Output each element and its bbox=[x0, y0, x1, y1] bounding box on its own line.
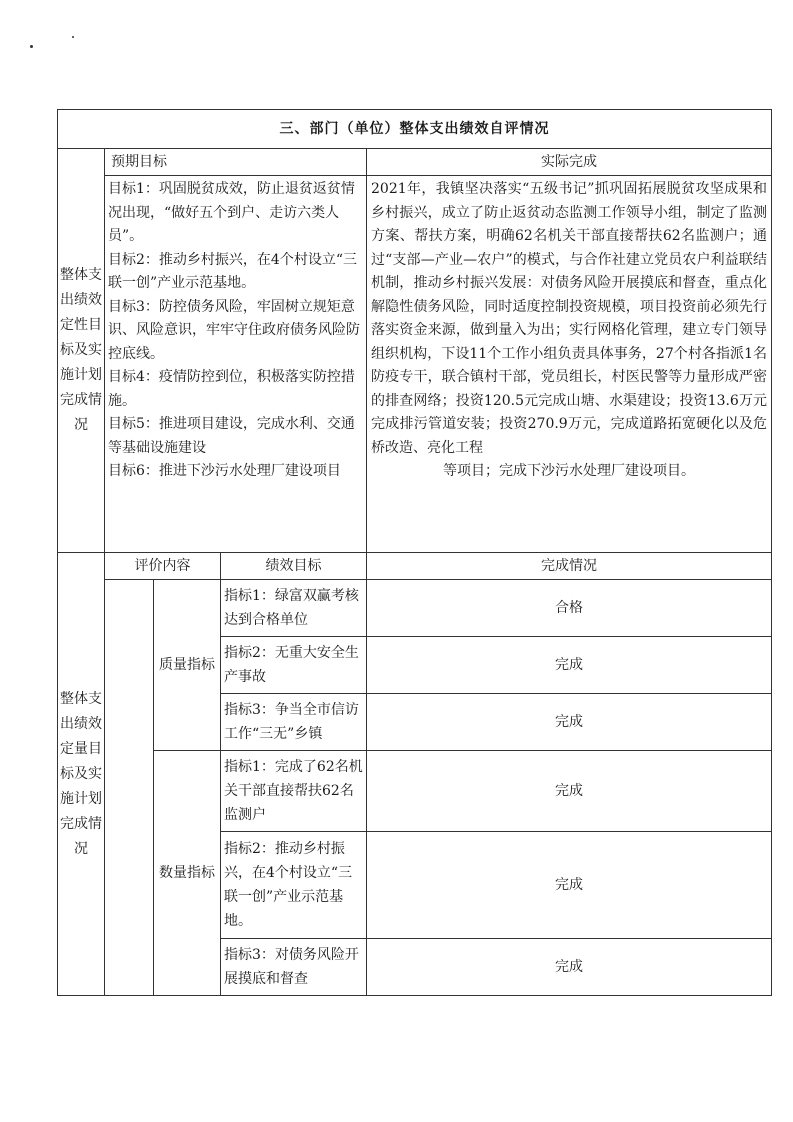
expected-goals-list bbox=[105, 176, 367, 553]
quality-indicator-3-status: 完成 bbox=[367, 694, 772, 751]
actual-completion-last-line: 等项目；完成下沙污水处理厂建设项目。 bbox=[443, 463, 696, 479]
quantity-indicator-1-status: 完成 bbox=[367, 751, 772, 832]
performance-table bbox=[57, 109, 772, 996]
eval-category-blank bbox=[105, 580, 154, 996]
quantity-indicator-3: 指标3：对债务风险开展摸底和督查 bbox=[221, 939, 367, 996]
actual-completion-body: 2021年，我镇坚决落实“五级书记”抓巩固拓展脱贫攻坚成果和乡村振兴，成立了防止返贫动态监测工作领导小组，制定了监测方案、帮扶方案，明确62名机关干部直接帮扶62名监测户；通过“支部—产业—农户”的模式，与合作社建立党员农户利益联结机制，推动乡村振兴发展：对债务风险开展摸底和督查，重点化解隐性债务风险，同时适度控制投资规模，项目投资前必须先行落实资金来源，做到量入为出；实行网格化管理，建立专门领导组织机构，下设11个工作小组负责具体事务，27个村各指派1名防疫专干，联合镇村干部，党员组长，村医民警等力量形成严密的排查网络；投资120.5元完成山塘、水渠建设；投资13.6万元完成排污管道安装；投资270.9万元，完成道路拓宽硬化以及危桥改造、亮化工程 bbox=[371, 181, 768, 456]
quality-indicator-3: 指标3：争当全市信访工作“三无”乡镇 bbox=[221, 694, 367, 751]
scan-speck bbox=[30, 45, 33, 48]
goal-item: 目标4：疫情防控到位，积极落实防控措施。 bbox=[108, 369, 355, 409]
actual-completion-text bbox=[367, 176, 772, 553]
quality-indicator-1: 指标1：绿富双赢考核达到合格单位 bbox=[221, 580, 367, 637]
quality-indicator-2: 指标2：无重大安全生产事故 bbox=[221, 637, 367, 694]
performance-target-header: 绩效目标 bbox=[221, 553, 367, 580]
eval-content-header: 评价内容 bbox=[105, 553, 221, 580]
expected-goals-header: 预期目标 bbox=[105, 149, 367, 176]
quantity-indicator-1: 指标1：完成了62名机关干部直接帮扶62名监测户 bbox=[221, 751, 367, 832]
qualitative-row-label: 整体支出绩效定性目标及实施计划完成情况 bbox=[58, 149, 105, 553]
quantitative-row-label: 整体支出绩效定量目标及实施计划完成情况 bbox=[58, 553, 105, 996]
goal-item: 目标6：推进下沙污水处理厂建设项目 bbox=[108, 463, 341, 479]
quantity-indicator-label: 数量指标 bbox=[154, 751, 221, 996]
quantity-indicator-2: 指标2：推动乡村振兴，在4个村设立“三联一创”产业示范基地。 bbox=[221, 832, 367, 939]
goal-item: 目标2：推动乡村振兴，在4个村设立“三联一创”产业示范基地。 bbox=[108, 251, 357, 291]
quality-indicator-label: 质量指标 bbox=[154, 580, 221, 751]
quantity-indicator-2-status: 完成 bbox=[367, 832, 772, 939]
goal-item: 目标5：推进项目建设，完成水利、交通等基础设施建设 bbox=[108, 416, 355, 456]
scan-speck bbox=[72, 36, 74, 38]
quantity-indicator-3-status: 完成 bbox=[367, 939, 772, 996]
quality-indicator-2-status: 完成 bbox=[367, 637, 772, 694]
actual-completion-header: 实际完成 bbox=[367, 149, 772, 176]
completion-status-header: 完成情况 bbox=[367, 553, 772, 580]
goal-item: 目标1：巩固脱贫成效，防止退贫返贫情况出现，“做好五个到户、走访六类人员”。 bbox=[108, 181, 355, 244]
section-title: 三、部门（单位）整体支出绩效自评情况 bbox=[58, 110, 772, 149]
quality-indicator-1-status: 合格 bbox=[367, 580, 772, 637]
goal-item: 目标3：防控债务风险，牢固树立规矩意识、风险意识，牢牢守住政府债务风险防控底线。 bbox=[108, 298, 360, 362]
